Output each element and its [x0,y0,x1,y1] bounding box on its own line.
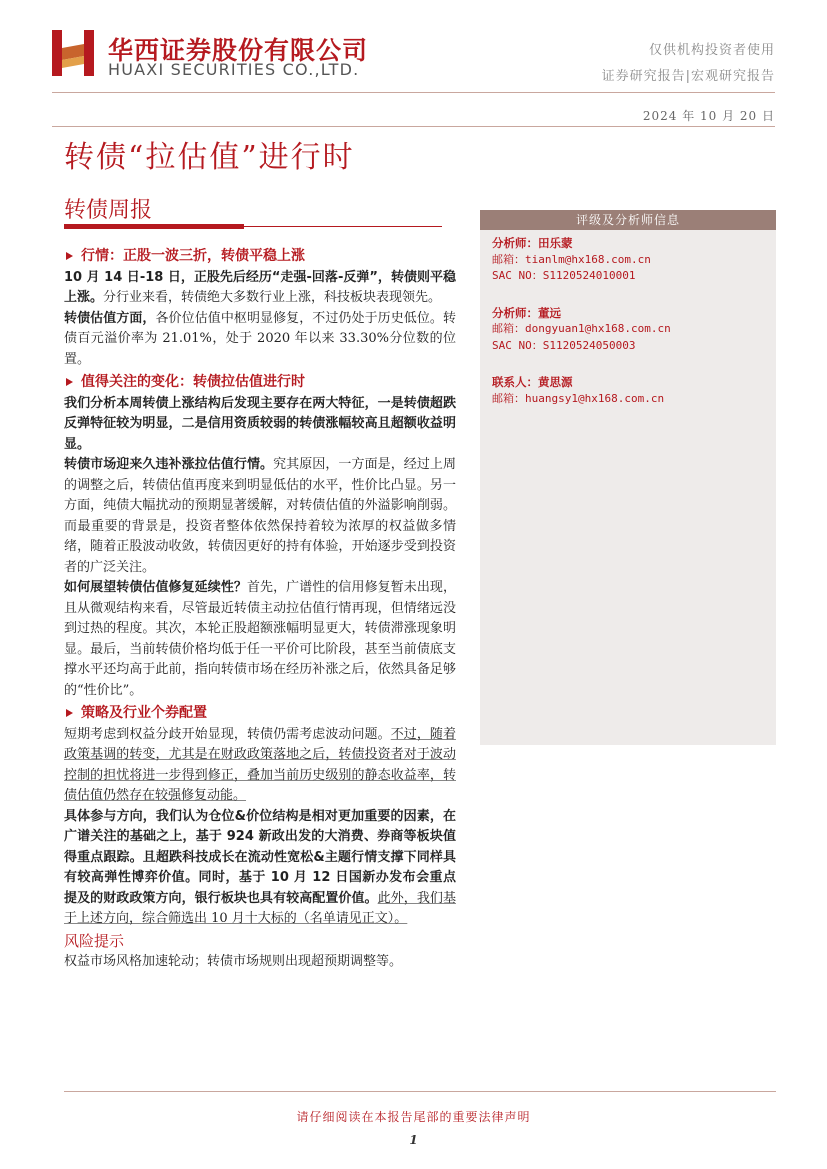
paragraph: 转债估值方面，各价位估值中枢明显修复，不过仍处于历史低位。转债百元溢价率为 21.01%，处于 2020 年以来 33.30%分位数的位置。 [64,310,456,367]
analyst-list [492,235,772,427]
paragraph: 转债市场迎来久违补涨拉估值行情。究其原因，一方面是，经过上周的调整之后，转债估值再度来到明显低估的水平，性价比凸显。另一方面，纯债大幅扰动的预期显著缓解，对转债估值的外溢影响削弱。而最重要的背景是，投资者整体依然保持着较为浓厚的权益做多情绪，随着正股波动收敛，转债因更好的持有体验，开始逐步受到投资者的广泛关注。 [64,457,456,575]
footer-divider [64,1091,776,1092]
audience-note: 仅供机构投资者使用 [648,43,775,58]
section-heading: 行情：正股一波三折，转债平稳上涨 [64,246,456,267]
triangle-bullet-icon [66,709,73,717]
analyst-card: 分析师：董远 邮箱：dongyuan1@hx168.com.cn SAC NO：S1120524050003 [492,305,671,352]
paragraph: 如何展望转债估值修复延续性？首先，广谱性的信用修复暂未出现，且从微观结构来看，尽管最近转债主动拉估值行情再现，但情绪远没到过热的程度。其次，本轮正股超额涨幅明显更大，转债滞涨现象明显。最后，当前转债价格均低于任一平价可比阶段，甚至当前债底支撑水平还均高于此前，指向转债市场在经历补涨之后，依然具备足够的“性价比”。 [64,580,456,698]
report-subtitle: 转债周报 [64,198,153,223]
risk-heading: 风险提示 [64,931,125,950]
contact-email[interactable]: huangsy1@hx168.com.cn [525,391,665,405]
analyst-name: 董远 [538,305,561,320]
header-divider [52,92,775,93]
analyst-name: 田乐蒙 [538,236,573,250]
triangle-bullet-icon [66,378,73,386]
analyst-email[interactable]: dongyuan1@hx168.com.cn [525,322,671,335]
contact-name: 黄思源 [538,375,573,389]
analyst-panel-header: 评级及分析师信息 [480,210,776,230]
page-number: 1 [409,1133,418,1147]
subtitle-accent-bar [64,224,244,229]
section-heading: 值得关注的变化：转债拉估值进行时 [64,372,456,393]
paragraph: 短期考虑到权益分歧开始显现，转债仍需考虑波动问题。不过，随着政策基调的转变，尤其是在财政政策落地之后，转债投资者对于波动控制的担忧将进一步得到修正，叠加当前历史级别的静态收益率，转债估值仍然存在较强修复动能。 [64,726,456,803]
triangle-bullet-icon [66,252,73,260]
report-type: 证券研究报告|宏观研究报告 [601,69,775,84]
section-heading: 策略及行业个券配置 [64,703,456,724]
company-name-en: HUAXI SECURITIES CO.,LTD. [108,60,360,79]
company-name-cn: 华西证券股份有限公司 [108,36,369,65]
date-divider [52,126,775,127]
report-title: 转债“拉估值”进行时 [64,140,355,175]
contact-card: 联系人：黄思源 邮箱：huangsy1@hx168.com.cn [492,375,665,405]
paragraph: 我们分析本周转债上涨结构后发现主要存在两大特征，一是转债超跌反弹特征较为明显，二是信用资质较弱的转债涨幅较高且超额收益明显。 [64,395,456,452]
paragraph: 具体参与方向，我们认为仓位&价位结构是相对更加重要的因素，在广谱关注的基础之上，基于 924 新政出发的大消费、券商等板块值得重点跟踪。且超跌科技成长在流动性宽松&主题行情支撑下同样具有较高弹性博弈价值。同时，基于 10 月 12 日国新办发布会重点提及的财政政策方向，银行板块也具有较高配置价值。此外，我们基于上述方向，综合筛选出 10 月十大标的（名单请见正文）。 [64,808,456,926]
analyst-sac: S1120524050003 [542,338,636,352]
analyst-card: 分析师：田乐蒙 邮箱：tianlm@hx168.com.cn SAC NO：S1120524010001 [492,236,651,282]
legal-disclaimer: 请仔细阅读在本报告尾部的重要法律声明 [296,1110,531,1124]
summary-body [64,244,456,973]
risk-text: 权益市场风格加速轮动；转债市场规则出现超预期调整等。 [64,954,403,969]
analyst-email[interactable]: tianlm@hx168.com.cn [525,252,651,266]
paragraph: 10 月 14 日-18 日，正股先后经历“走强-回落-反弹”，转债则平稳上涨。分行业来看，转债绝大多数行业上涨，科技板块表现领先。 [64,269,456,305]
report-date: 2024 年 10 月 20 日 [642,109,775,123]
company-logo [52,30,94,76]
analyst-sac: S1120524010001 [542,269,636,282]
